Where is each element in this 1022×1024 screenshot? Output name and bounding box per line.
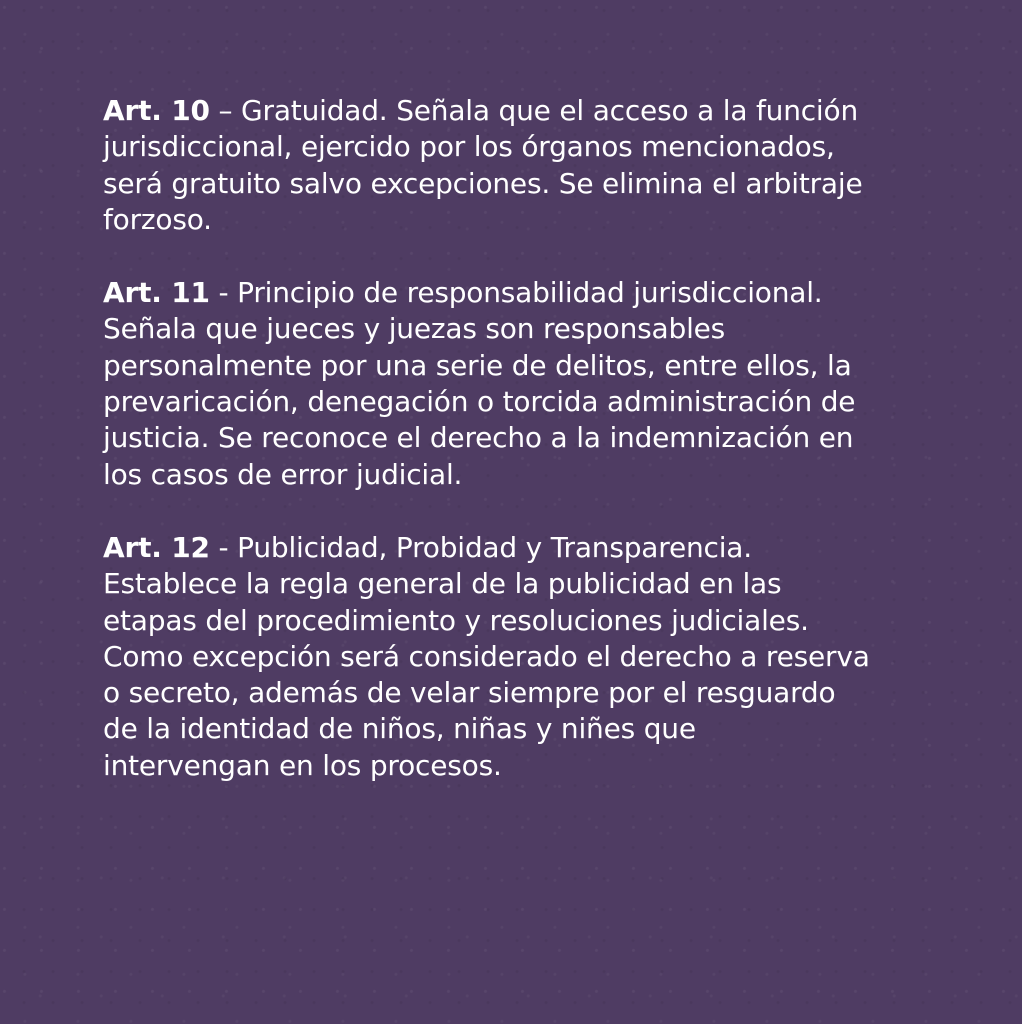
article-11 (103, 275, 973, 493)
article-11-text: - Principio de responsabilidad jurisdiccional. Señala que jueces y juezas son responsables personalmente por una serie de delitos, entre ellos, la prevaricación, denegación o torcida administración de justicia. Se reconoce el derecho a la indemnización en los casos de error judicial. (103, 276, 856, 491)
article-12-text: - Publicidad, Probidad y Transparencia. Establece la regla general de la publicidad en las etapas del procedimiento y resoluciones judiciales. Como excepción será considerado el derecho a reserva o secreto, además de velar siempre por el resguardo de la identidad de niños, niñas y niñes que intervengan en los procesos. (103, 530, 870, 782)
article-10-label: Art. 10 (103, 94, 210, 127)
article-11-label: Art. 11 (103, 276, 210, 310)
article-12-label: Art. 12 (103, 530, 210, 564)
article-12 (103, 530, 973, 784)
article-10-text: – Gratuidad. Señala que el acceso a la función jurisdiccional, ejercido por los órganos mencionados, será gratuito salvo excepciones. Se elimina el arbitraje forzoso. (103, 94, 863, 236)
article-10 (103, 93, 973, 238)
articles-text-block (103, 93, 973, 784)
